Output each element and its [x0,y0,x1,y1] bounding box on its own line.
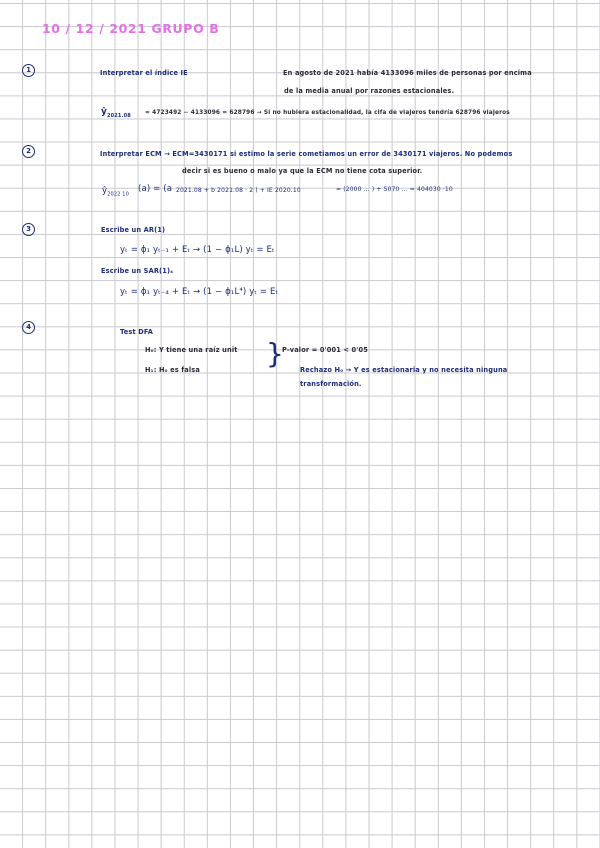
section-1-line-1b: En agosto de 2021 había 4133096 miles de personas por encima [283,69,532,77]
section-2-formula-symbol: $ŷ_{2022 10}$ [102,186,129,198]
section-2-formula-a: (a) = (a [138,184,173,194]
section-number-2: 2 [22,145,35,158]
section-1-line-1a: Interpretar el índice IE [100,69,188,77]
section-4-pvalue: P-valor = 0'001 < 0'05 [282,346,368,354]
brace-symbol: } [266,337,284,370]
section-3-ar-heading: Escribe un AR(1) [101,226,166,234]
section-4-h0: H₀: Y tiene una raíz unit [145,346,238,354]
section-2-line-2: decir si es bueno o malo ya que la ECM no tiene cota superior. [182,167,423,175]
section-2-line-1: Interpretar ECM → ECM=3430171 si estimo la serie cometiamos un error de 3430171 viajeros. No podemos [100,150,513,158]
section-4-test-heading: Test DFA [120,328,153,336]
section-4-conclusion-2: transformación. [300,380,362,388]
section-4-h1: H₁: H₀ es falsa [145,366,200,374]
section-1-formula-symbol: $ŷ_{2021.08}$ [101,107,131,119]
section-3-sar-formula: yₜ = ϕ₁ yₜ₋₄ + Eₜ → (1 − ϕ₁L⁴) yₜ = Eₜ [120,287,279,297]
section-2-formula-result: = (2000 … ) + 5070 … = 404030 ·10 [336,186,453,193]
section-2-formula-mid: 2021.08 + b 2021.08 · 2 ) + IE 2020.10 [176,187,301,194]
section-1-line-3: = 4723492 − 4133096 = 628796 → Si no hubiera estacionalidad, la cifa de viajeros tendría 628796 viajeros [145,110,510,116]
section-4-conclusion-1: Rechazo H₀ → Y es estacionaria y no necesita ninguna [300,366,508,374]
section-3-sar-heading: Escribe un SAR(1)₄ [101,267,174,275]
section-number-3: 3 [22,223,35,236]
section-1-line-2: de la media anual por razones estacionales. [284,87,455,95]
section-3-ar-formula: yₜ = ϕ₁ yₜ₋₁ + Eₜ → (1 − ϕ₁L) yₜ = Eₜ [120,245,275,255]
section-number-4: 4 [22,321,35,334]
page-title: 10 / 12 / 2021 GRUPO B [42,21,220,36]
section-number-1: 1 [22,64,35,77]
